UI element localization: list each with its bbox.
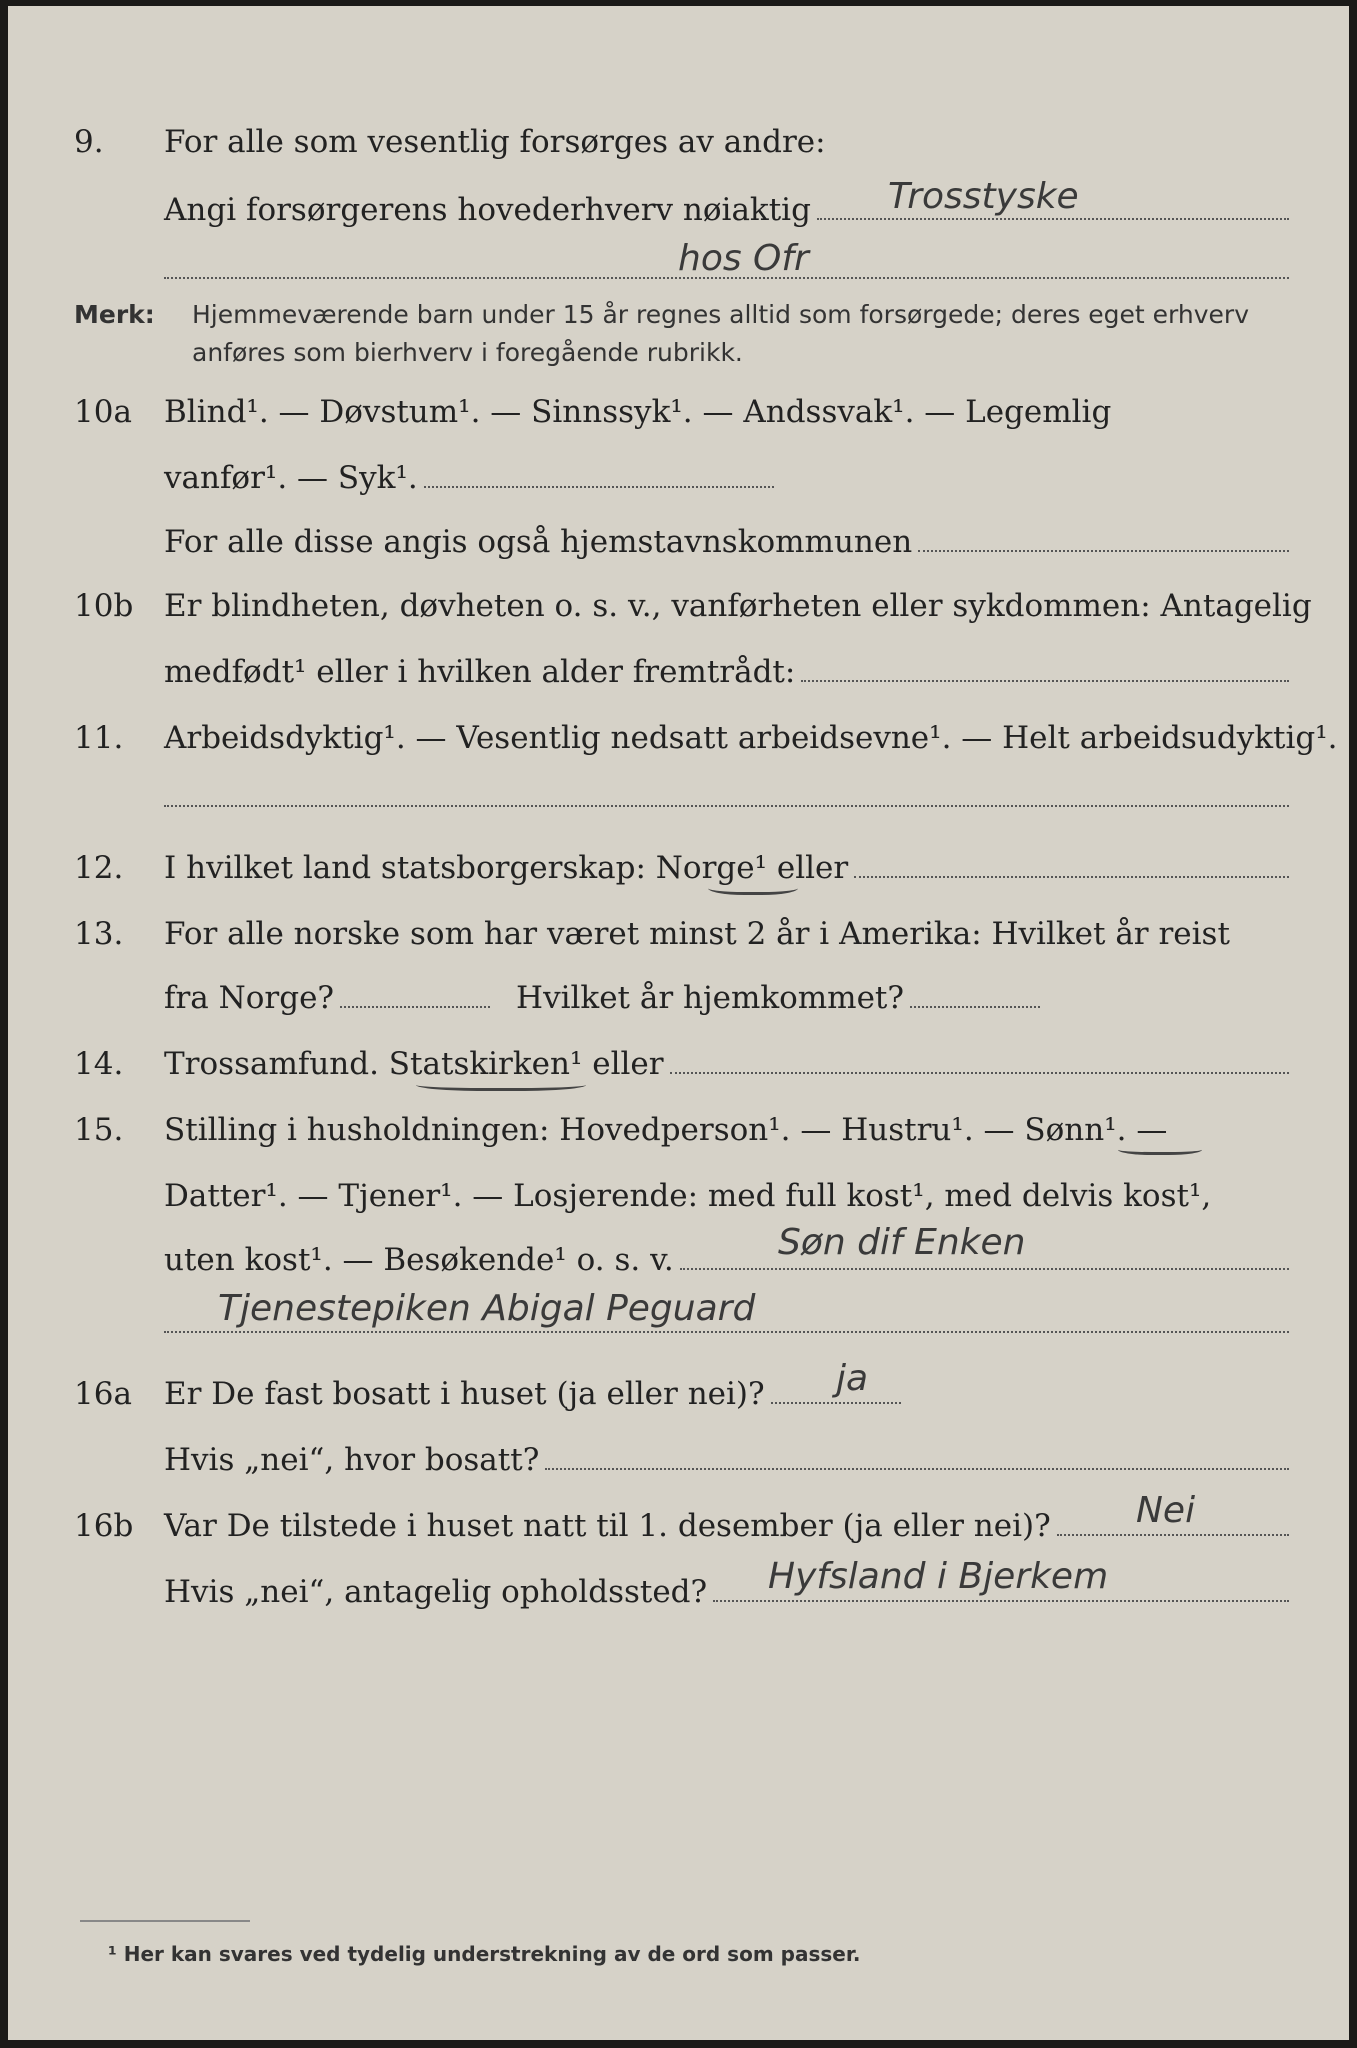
q13-text2a: fra Norge? — [164, 980, 335, 1016]
q14-number: 14. — [74, 1046, 124, 1082]
q10a-text1: Blind¹. — Døvstum¹. — Sinnssyk¹. — Andssvak¹. — Legemlig — [164, 394, 1112, 430]
merk-label: Merk: — [74, 300, 155, 329]
q13-number: 13. — [74, 916, 124, 952]
q16b-text2: Hvis „nei“, antagelig opholdssted? — [164, 1574, 708, 1610]
q14-answer-line[interactable] — [670, 1047, 1289, 1074]
footnote: ¹ Her kan svares ved tydelig understrekning av de ord som passer. — [108, 1942, 861, 1966]
q10a-text2: vanfør¹. — Syk¹. — [164, 460, 418, 496]
q10b-text2: medfødt¹ eller i hvilken alder fremtrådt: — [164, 654, 796, 690]
q10a-syk-line[interactable] — [424, 461, 774, 488]
q10a-number: 10a — [74, 394, 132, 430]
q16b-line1 — [164, 1508, 1295, 1544]
q15-answer2: Tjenestepiken Abigal Peguard — [218, 1288, 756, 1329]
q12-number: 12. — [74, 850, 124, 886]
q12-norge-underline — [708, 878, 798, 895]
q15-sonn-underline — [1118, 1142, 1202, 1155]
q9-text2: Angi forsørgerens hovederhverv nøiaktig — [164, 192, 811, 228]
q9-text1: For alle som vesentlig forsørges av andre: — [164, 124, 826, 160]
q15-text3: uten kost¹. — Besøkende¹ o. s. v. — [164, 1242, 674, 1278]
q16b-number: 16b — [74, 1508, 134, 1544]
q9-line1 — [164, 124, 1295, 160]
q9-number: 9. — [74, 124, 104, 160]
q15-text1: Stilling i husholdningen: Hovedperson¹. — Hustru¹. — Sønn¹. — — [164, 1112, 1168, 1148]
q15-text2: Datter¹. — Tjener¹. — Losjerende: med full kost¹, med delvis kost¹, — [164, 1178, 1212, 1214]
q11-line2 — [164, 780, 1295, 807]
footnote-rule — [80, 1920, 250, 1922]
q16a-bosatt-line[interactable] — [545, 1443, 1289, 1470]
q16a-line1 — [164, 1376, 1295, 1412]
q13-line2 — [164, 980, 1295, 1016]
q10b-answer-line[interactable] — [801, 655, 1289, 682]
q16a-number: 16a — [74, 1376, 132, 1412]
q16b-answer2: Hyfsland i Bjerkem — [768, 1556, 1109, 1597]
q10b-line1 — [164, 588, 1312, 624]
q10a-line2 — [164, 460, 1295, 496]
q13-reist-line[interactable] — [340, 981, 490, 1008]
q11-answer-line[interactable] — [164, 780, 1289, 807]
q11-number: 11. — [74, 720, 124, 756]
q10b-number: 10b — [74, 588, 134, 624]
q9-answer1: Trosstyske — [888, 176, 1079, 217]
q10a-text3: For alle disse angis også hjemstavnskommunen — [164, 524, 913, 560]
merk-text: Hjemmeværende barn under 15 år regnes alltid som forsørgede; deres eget erhverv anføres som bierhverv i foregående rubrikk. — [192, 300, 1249, 367]
q13-hjemkommet-line[interactable] — [910, 981, 1040, 1008]
q13-text1: For alle norske som har været minst 2 år i Amerika: Hvilket år reist — [164, 916, 1230, 952]
q16a-answer1: ja — [836, 1358, 869, 1399]
q13-line1 — [164, 916, 1295, 952]
q13-text2b: Hvilket år hjemkommet? — [516, 980, 905, 1016]
q10b-text1: Er blindheten, døvheten o. s. v., vanførheten eller sykdommen: Antagelig — [164, 588, 1312, 624]
q10a-kommune-line[interactable] — [918, 525, 1289, 552]
q16b-line2 — [164, 1574, 1295, 1610]
q16b-text1: Var De tilstede i huset natt til 1. desember (ja eller nei)? — [164, 1508, 1051, 1544]
q12-text1: I hvilket land statsborgerskap: Norge¹ eller — [164, 850, 849, 886]
q14-line1 — [164, 1046, 1295, 1082]
q16a-text1: Er De fast bosatt i huset (ja eller nei)? — [164, 1376, 765, 1412]
q10a-line3 — [164, 524, 1295, 560]
q16a-text2: Hvis „nei“, hvor bosatt? — [164, 1442, 540, 1478]
q15-line3 — [164, 1242, 1295, 1278]
q10a-line1 — [164, 394, 1295, 430]
q9-line2 — [164, 192, 1295, 228]
q15-answer1: Søn dif Enken — [778, 1222, 1026, 1263]
q10b-line2 — [164, 654, 1295, 690]
q16b-answer1: Nei — [1136, 1490, 1196, 1531]
q9-answer2: hos Ofr — [678, 238, 809, 279]
census-form-page — [8, 6, 1349, 2040]
q11-text1: Arbeidsdyktig¹. — Vesentlig nedsatt arbeidsevne¹. — Helt arbeidsudyktig¹. — [164, 720, 1338, 756]
q14-text1: Trossamfund. Statskirken¹ eller — [164, 1046, 664, 1082]
q12-answer-line[interactable] — [854, 851, 1289, 878]
q11-line1 — [164, 720, 1338, 756]
q15-line2 — [164, 1178, 1295, 1214]
q16a-line2 — [164, 1442, 1295, 1478]
q14-statskirken-underline — [416, 1076, 586, 1091]
q15-number: 15. — [74, 1112, 124, 1148]
